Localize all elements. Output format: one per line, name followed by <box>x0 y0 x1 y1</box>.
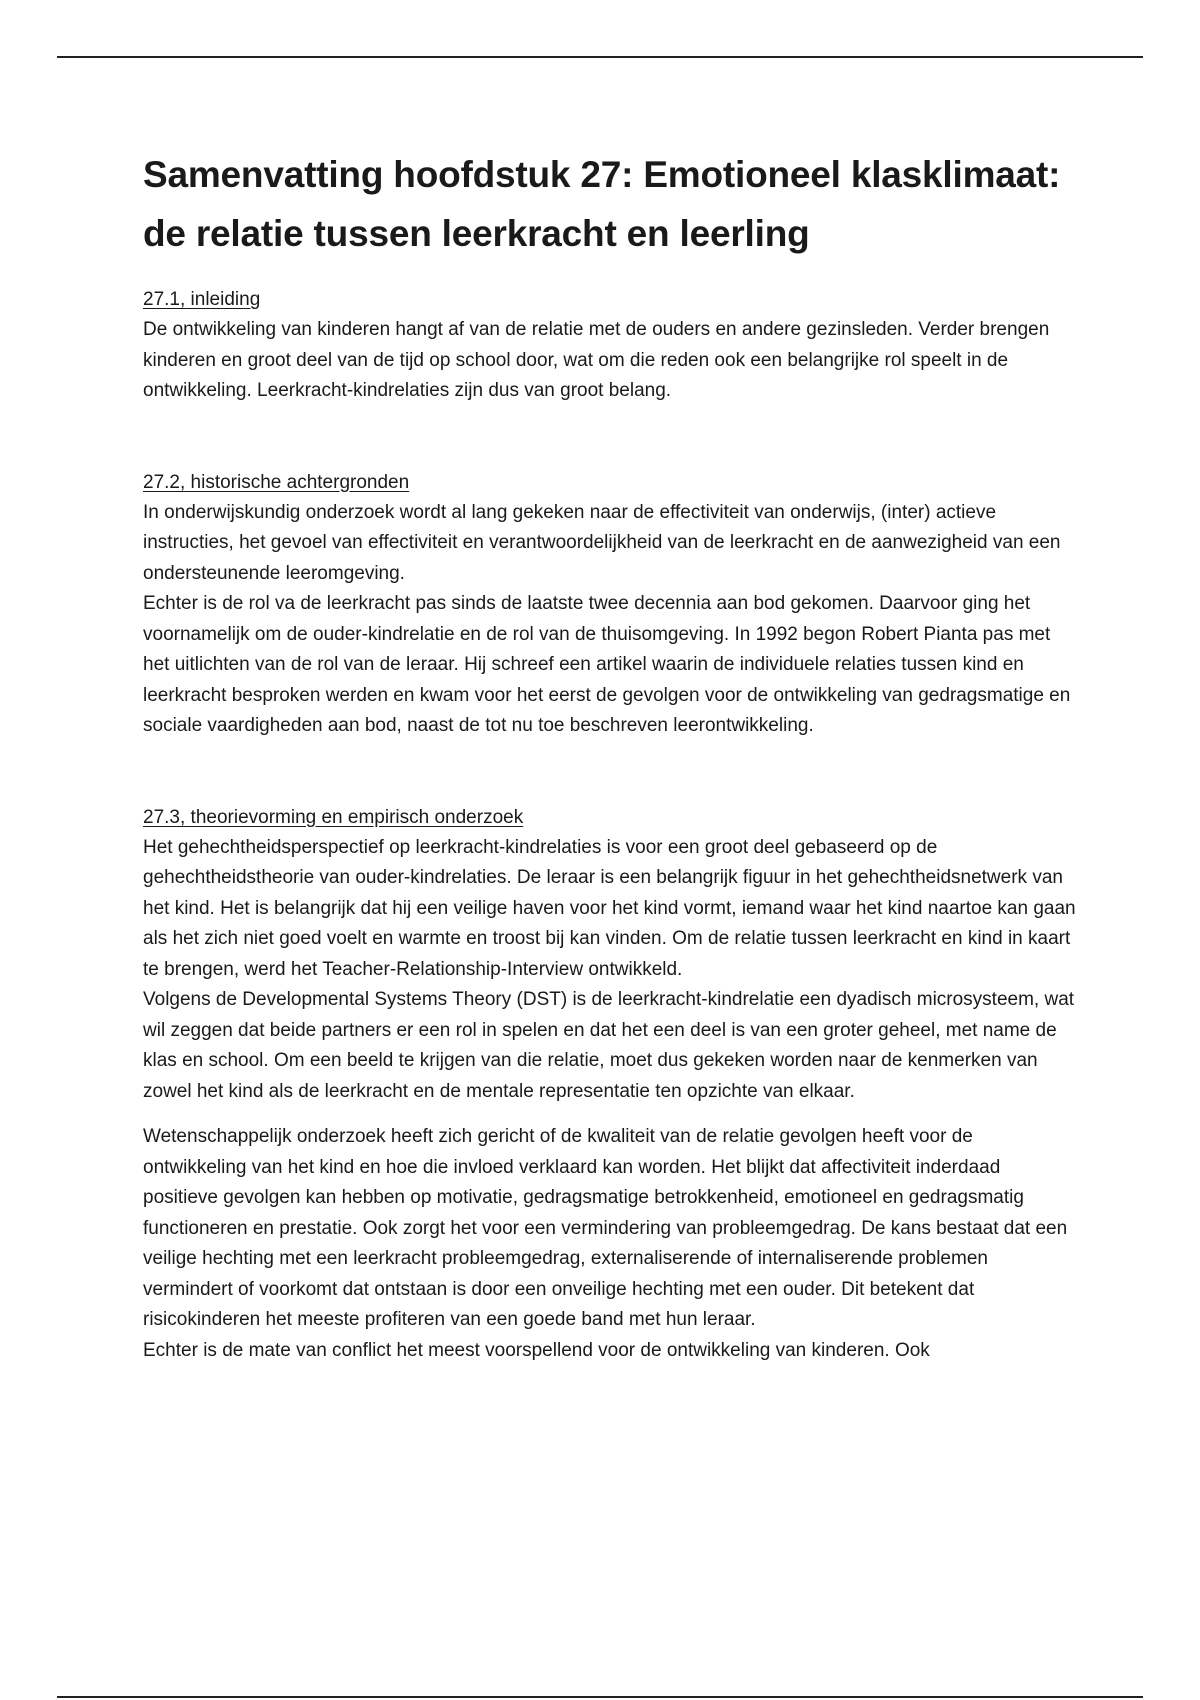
section-spacer <box>143 742 1078 803</box>
section-heading: 27.1, inleiding <box>143 289 261 310</box>
paragraph: Wetenschappelijk onderzoek heeft zich gericht of de kwaliteit van de relatie gevolgen heeft voor de ontwikkeling van het kind en hoe die invloed verklaard kan worden. Het blijkt dat affectiviteit inderdaad positieve gevolgen kan hebben op motivatie, gedragsmatige betrokkenheid, emotioneel en gedragsmatig functioneren en prestatie. Ook zorgt het voor een vermindering van probleemgedrag. De kans bestaat dat een veilige hechting met een leerkracht probleemgedrag, externaliserende of internaliserende problemen vermindert of voorkomt dat ontstaan is door een onveilige hechting met een ouder. Dit betekent dat risicokinderen het meeste profiteren van een goede band met hun leraar. <box>143 1126 1068 1330</box>
section-theorievorming <box>143 803 1078 1367</box>
paragraph: Het gehechtheidsperspectief op leerkracht-kindrelaties is voor een groot deel gebaseerd op de gehechtheidstheorie van ouder-kindrelaties. De leraar is een belangrijk figuur in het gehechtheidsnetwerk van het kind. Het is belangrijk dat hij een veilige haven voor het kind vormt, iemand waar het kind naartoe kan gaan als het zich niet goed voelt en warmte en troost bij kan vinden. Om de relatie tussen leerkracht en kind in kaart te brengen, werd het Teacher-Relationship-Interview ontwikkeld. <box>143 836 1076 980</box>
page-top-rule <box>57 56 1143 58</box>
section-inleiding <box>143 285 1078 407</box>
section-spacer <box>143 407 1078 468</box>
document-body <box>143 145 1078 1366</box>
section-heading: 27.2, historische achtergronden <box>143 471 410 493</box>
paragraph: Echter is de rol va de leerkracht pas sinds de laatste twee decennia aan bod gekomen. Daarvoor ging het voornamelijk om de ouder-kindrelatie en de rol van de thuisomgeving. In 1992 begon Robert Pianta pas met het uitlichten van de rol van de leraar. Hij schreef een artikel waarin de individuele relaties tussen kind en leerkracht besproken werden en kwam voor het eerst de gevolgen voor de ontwikkeling van gedragsmatige en sociale vaardigheden aan bod, naast de tot nu toe beschreven leerontwikkeling. <box>143 593 1071 736</box>
section-heading: 27.3, theorievorming en empirisch onderzoek <box>143 806 524 828</box>
paragraph-spacer <box>143 1107 1078 1122</box>
paragraph: In onderwijskundig onderzoek wordt al lang gekeken naar de effectiviteit van onderwijs, (inter) actieve instructies, het gevoel van effectiviteit en verantwoordelijkheid van de leerkracht en de aanwezigheid van een ondersteunende leeromgeving. <box>143 501 1061 584</box>
section-historische-achtergronden <box>143 468 1078 742</box>
document-title: Samenvatting hoofdstuk 27: Emotioneel klasklimaat: de relatie tussen leerkracht en leerling <box>143 154 1061 254</box>
paragraph: De ontwikkeling van kinderen hangt af van de relatie met de ouders en andere gezinsleden. Verder brengen kinderen en groot deel van de tijd op school door, wat om die reden ook een belangrijke rol speelt in de ontwikkeling. Leerkracht-kindrelaties zijn dus van groot belang. <box>143 319 1050 401</box>
page-bottom-rule <box>57 1696 1143 1698</box>
paragraph: Volgens de Developmental Systems Theory (DST) is de leerkracht-kindrelatie een dyadisch microsysteem, wat wil zeggen dat beide partners er een rol in spelen en dat het een deel is van een groter geheel, met name de klas en school. Om een beeld te krijgen van die relatie, moet dus gekeken worden naar de kenmerken van zowel het kind als de leerkracht en de mentale representatie ten opzichte van elkaar. <box>143 989 1075 1102</box>
paragraph: Echter is de mate van conflict het meest voorspellend voor de ontwikkeling van kinderen. Ook <box>143 1339 930 1361</box>
